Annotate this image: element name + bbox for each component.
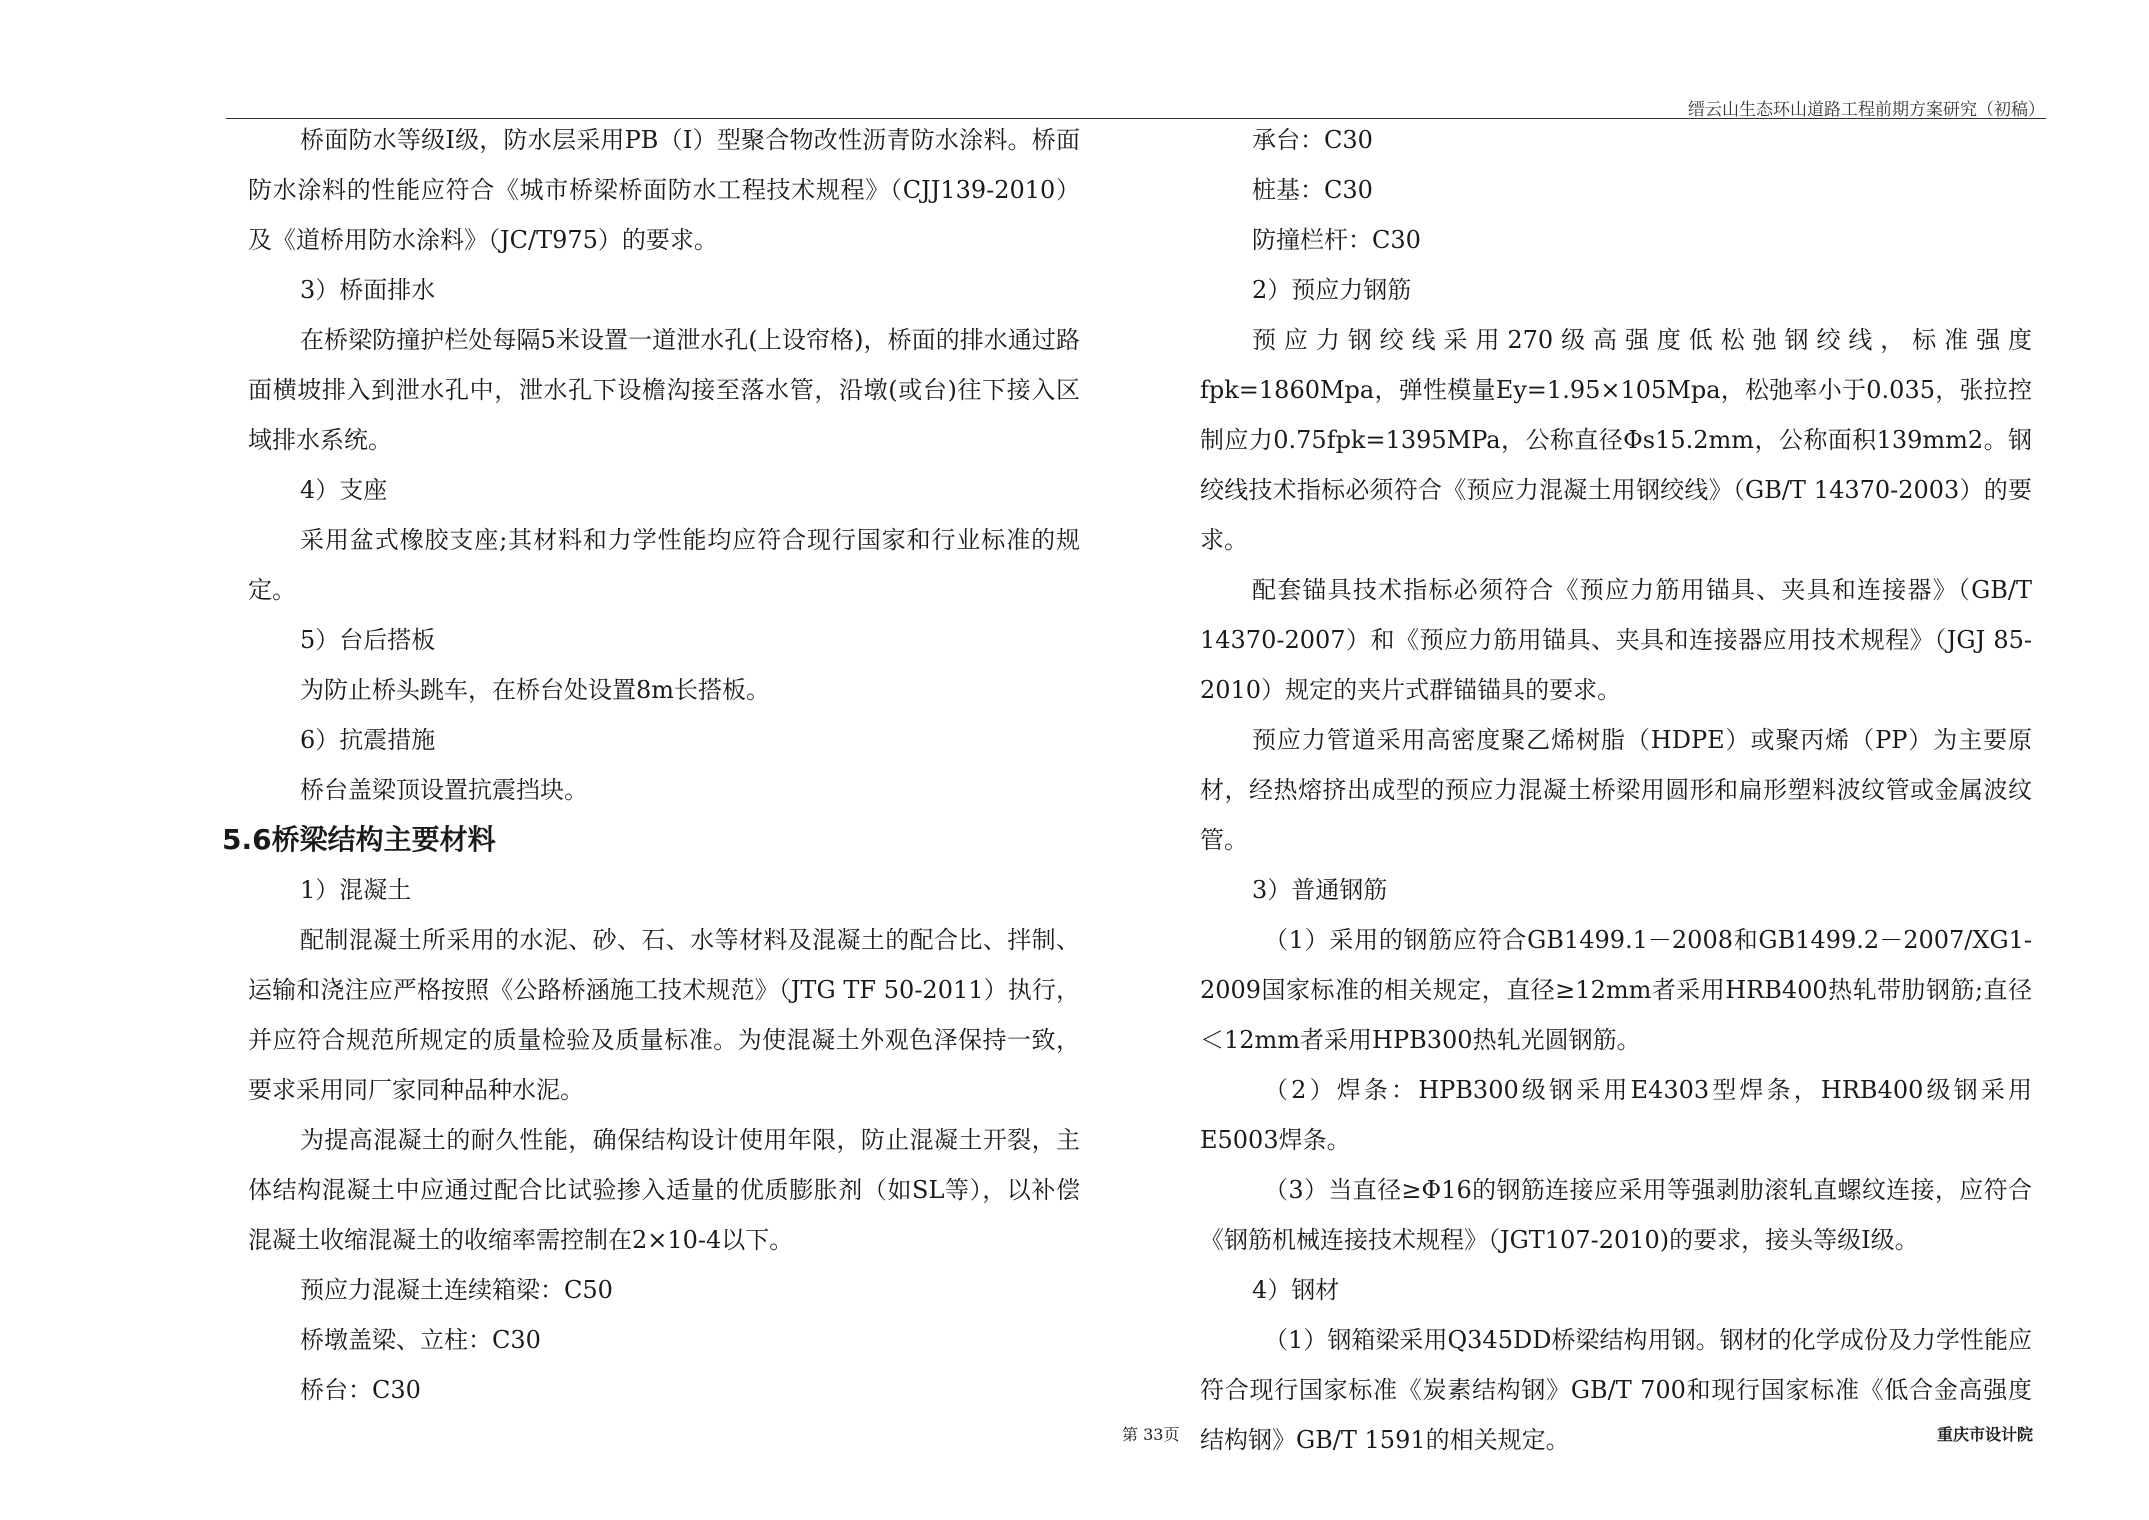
- heading-seismic: 6）抗震措施: [300, 726, 436, 754]
- paragraph-steel-box: （1）钢箱梁采用Q345DD桥梁结构用钢。钢材的化学成份及力学性能应符合现行国家标准《炭素结构钢》GB/T 700和现行国家标准《低合金高强度结构钢》GB/T 1591的相关规定。: [1200, 1326, 2032, 1454]
- paragraph-waterproofing: 桥面防水等级Ⅰ级，防水层采用PB（Ⅰ）型聚合物改性沥青防水涂料。桥面防水涂料的性能应符合《城市桥梁桥面防水工程技术规程》（CJJ139-2010）及《道桥用防水涂料》（JC/T975）的要求。: [248, 126, 1080, 254]
- spec-pile: 桩基：C30: [1252, 176, 1373, 204]
- paragraph-rebar-spec: （1）采用的钢筋应符合GB1499.1－2008和GB1499.2－2007/XG1-2009国家标准的相关规定，直径≥12mm者采用HRB400热轧带肋钢筋;直径＜12mm者采用HPB300热轧光圆钢筋。: [1200, 926, 2032, 1054]
- heading-deck-drainage: 3）桥面排水: [300, 276, 436, 304]
- spec-pier-cap: 桥墩盖梁、立柱：C30: [300, 1326, 541, 1354]
- left-column: [222, 115, 1080, 1415]
- heading-prestress-steel: 2）预应力钢筋: [1252, 276, 1412, 304]
- page-number: 第 33页: [1122, 1425, 1180, 1444]
- section-heading-materials: 5.6桥梁结构主要材料: [222, 823, 496, 856]
- spec-pile-cap: 承台：C30: [1252, 126, 1373, 154]
- heading-approach-slab: 5）台后搭板: [300, 626, 436, 654]
- organization-name: 重庆市设计院: [1936, 1425, 2033, 1444]
- paragraph-seismic: 桥台盖梁顶设置抗震挡块。: [300, 776, 588, 804]
- paragraph-drainage: 在桥梁防撞护栏处每隔5米设置一道泄水孔(上设帘格)，桥面的排水通过路面横坡排入到泄水孔中，泄水孔下设檐沟接至落水管，沿墩(或台)往下接入区域排水系统。: [248, 326, 1080, 454]
- paragraph-mechanical-splice: （3）当直径≥Φ16的钢筋连接应采用等强剥肋滚轧直螺纹连接，应符合《钢筋机械连接技术规程》（JGT107-2010)的要求，接头等级Ⅰ级。: [1200, 1176, 2032, 1254]
- paragraph-anchorage: 配套锚具技术指标必须符合《预应力筋用锚具、夹具和连接器》（GB/T 14370-2007）和《预应力筋用锚具、夹具和连接器应用技术规程》（JGJ 85-2010）规定的夹片式群锚锚具的要求。: [1200, 576, 2032, 704]
- spec-abutment: 桥台：C30: [300, 1376, 421, 1404]
- paragraph-concrete-durability: 为提高混凝土的耐久性能，确保结构设计使用年限，防止混凝土开裂，主体结构混凝土中应通过配合比试验掺入适量的优质膨胀剂（如SL等），以补偿混凝土收缩混凝土的收缩率需控制在2×10-4以下。: [248, 1126, 1080, 1254]
- paragraph-concrete-mix: 配制混凝土所采用的水泥、砂、石、水等材料及混凝土的配合比、拌制、运输和浇注应严格按照《公路桥涵施工技术规范》（JTG TF 50-2011）执行，并应符合规范所规定的质量检验及质量标准。为使混凝土外观色泽保持一致，要求采用同厂家同种品种水泥。: [248, 926, 1080, 1104]
- heading-concrete: 1）混凝土: [300, 876, 412, 904]
- paragraph-bearing: 采用盆式橡胶支座;其材料和力学性能均应符合现行国家和行业标准的规定。: [248, 526, 1080, 604]
- spec-box-girder: 预应力混凝土连续箱梁：C50: [300, 1276, 613, 1304]
- paragraph-approach-slab: 为防止桥头跳车，在桥台处设置8m长搭板。: [300, 676, 771, 704]
- paragraph-electrode: （2）焊条：HPB300级钢采用E4303型焊条，HRB400级钢采用E5003焊条。: [1200, 1076, 2032, 1154]
- paragraph-strand: 预应力钢绞线采用270级高强度低松弛钢绞线，标准强度fpk=1860Mpa，弹性模量Ey=1.95×105Mpa，松弛率小于0.035，张拉控制应力0.75fpk=1395MPa，公称直径Φs15.2mm，公称面积139mm2。钢绞线技术指标必须符合《预应力混凝土用钢绞线》（GB/T 14370-2003）的要求。: [1200, 326, 2032, 554]
- heading-steel: 4）钢材: [1252, 1276, 1340, 1304]
- heading-bearing: 4）支座: [300, 476, 388, 504]
- right-column: [1200, 115, 2032, 1465]
- spec-barrier: 防撞栏杆：C30: [1252, 226, 1421, 254]
- heading-rebar: 3）普通钢筋: [1252, 876, 1388, 904]
- paragraph-duct: 预应力管道采用高密度聚乙烯树脂（HDPE）或聚丙烯（PP）为主要原材，经热熔挤出成型的预应力混凝土桥梁用圆形和扁形塑料波纹管或金属波纹管。: [1200, 726, 2032, 854]
- page-header-title: 缙云山生态环山道路工程前期方案研究（初稿）: [1688, 100, 2045, 120]
